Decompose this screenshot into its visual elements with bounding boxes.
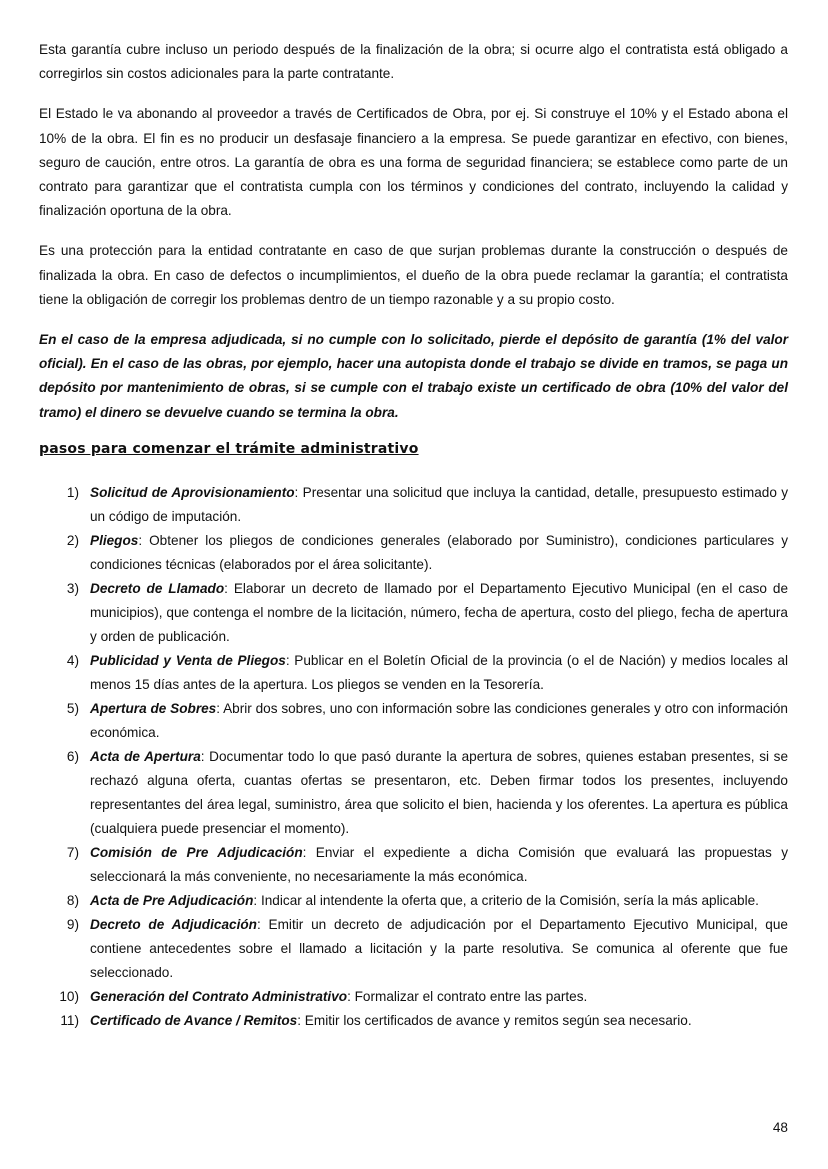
step-item	[39, 985, 788, 1009]
step-item	[39, 913, 788, 985]
step-text: : Abrir dos sobres, uno con información sobre las condiciones generales y otro con información económica.	[90, 700, 788, 740]
step-term: Decreto de Adjudicación	[90, 916, 257, 932]
steps-list	[39, 481, 788, 1033]
step-number: 9)	[66, 916, 79, 932]
paragraph-empresa-adjudicada: En el caso de la empresa adjudicada, si no cumple con lo solicitado, pierde el depósito de garantía (1% del valor oficial). En el caso de las obras, por ejemplo, hacer una autopista donde el trabajo se divide en tramos, se paga un depósito por mantenimiento de obras, si se cumple con el trabajo existe un certificado de obra (10% del valor del tramo) el dinero se devuelve cuando se termina la obra.	[39, 332, 788, 420]
step-term: Comisión de Pre Adjudicación	[90, 844, 303, 860]
step-text: : Enviar el expediente a dicha Comisión que evaluará las propuestas y seleccionará la más conveniente, no necesariamente la más económica.	[90, 844, 788, 884]
step-item	[39, 889, 788, 913]
step-text: : Elaborar un decreto de llamado por el Departamento Ejecutivo Municipal (en el caso de municipios), que contenga el nombre de la licitación, número, fecha de apertura, costo del pliego, fecha de apertura y orden de publicación.	[90, 580, 789, 644]
step-term: Pliegos	[90, 532, 139, 548]
step-text: : Documentar todo lo que pasó durante la apertura de sobres, quienes estaban presentes, si se rechazó alguna oferta, cuantas ofertas se presentaron, etc. Deben firmar todos los presentes, incluyendo representantes del área legal, suministro, área que solicito el bien, hacienda y los oferentes. La apertura es pública (cualquiera puede presenciar el momento).	[90, 748, 789, 836]
step-text: : Publicar en el Boletín Oficial de la provincia (o el de Nación) y medios locales al menos 15 días antes de la apertura. Los pliegos se venden en la Tesorería.	[90, 652, 788, 692]
paragraph-protection: Es una protección para la entidad contratante en caso de que surjan problemas durante la construcción o después de finalizada la obra. En caso de defectos o incumplimientos, el dueño de la obra puede reclamar la garantía; el contratista tiene la obligación de corregir los problemas dentro de un tiempo razonable y a su propio costo.	[39, 243, 788, 307]
paragraph-certificados-obra: El Estado le va abonando al proveedor a través de Certificados de Obra, por ej. Si construye el 10% y el Estado abona el 10% de la obra. El fin es no producir un desfasaje financiero a la empresa. Se puede garantizar en efectivo, con bienes, seguro de caución, entre otros. La garantía de obra es una forma de seguridad financiera; se establece como parte de un contrato para garantizar que el contratista cumpla con los términos y condiciones del contrato, incluyendo la calidad y finalización oportuna de la obra.	[39, 106, 788, 219]
step-term: Publicidad y Venta de Pliegos	[90, 652, 286, 668]
step-item	[39, 577, 788, 649]
step-number: 6)	[66, 748, 79, 764]
page-number: 48	[772, 1120, 788, 1135]
step-number: 11)	[60, 1012, 79, 1028]
step-term: Generación del Contrato Administrativo	[90, 988, 348, 1004]
step-text: : Indicar al intendente la oferta que, a criterio de la Comisión, sería la más aplicable.	[253, 892, 759, 908]
section-heading: pasos para comenzar el trámite administrativo	[39, 440, 419, 457]
step-number: 3)	[66, 580, 79, 596]
step-item	[39, 841, 788, 889]
step-number: 5)	[66, 700, 79, 716]
step-term: Solicitud de Aprovisionamiento	[90, 484, 295, 500]
step-item	[39, 649, 788, 697]
step-number: 7)	[66, 844, 79, 860]
step-number: 1)	[66, 484, 79, 500]
step-item	[39, 745, 788, 841]
step-text: : Obtener los pliegos de condiciones generales (elaborado por Suministro), condiciones particulares y condiciones técnicas (elaborados por el área solicitante).	[90, 532, 788, 572]
step-number: 4)	[66, 652, 79, 668]
step-text: : Emitir un decreto de adjudicación por el Departamento Ejecutivo Municipal, que contiene antecedentes sobre el llamado a licitación y la parte resolutiva. Se comunica al oferente que fue seleccionado.	[90, 916, 788, 980]
step-number: 10)	[59, 988, 79, 1004]
step-term: Decreto de Llamado	[90, 580, 225, 596]
step-term: Acta de Apertura	[90, 748, 201, 764]
step-text: : Presentar una solicitud que incluya la cantidad, detalle, presupuesto estimado y un código de imputación.	[90, 484, 789, 524]
step-term: Acta de Pre Adjudicación	[90, 892, 254, 908]
step-item	[39, 1009, 788, 1033]
step-item	[39, 697, 788, 745]
step-text: : Formalizar el contrato entre las partes.	[347, 988, 588, 1004]
step-item	[39, 529, 788, 577]
paragraph-guarantee-period: Esta garantía cubre incluso un periodo después de la finalización de la obra; si ocurre algo el contratista está obligado a corregirlos sin costos adicionales para la parte contratante.	[39, 42, 788, 82]
step-number: 8)	[66, 892, 79, 908]
step-text: : Emitir los certificados de avance y remitos según sea necesario.	[297, 1012, 692, 1028]
step-term: Apertura de Sobres	[90, 700, 217, 716]
step-item	[39, 481, 788, 529]
step-number: 2)	[66, 532, 79, 548]
step-term: Certificado de Avance / Remitos	[90, 1012, 298, 1028]
